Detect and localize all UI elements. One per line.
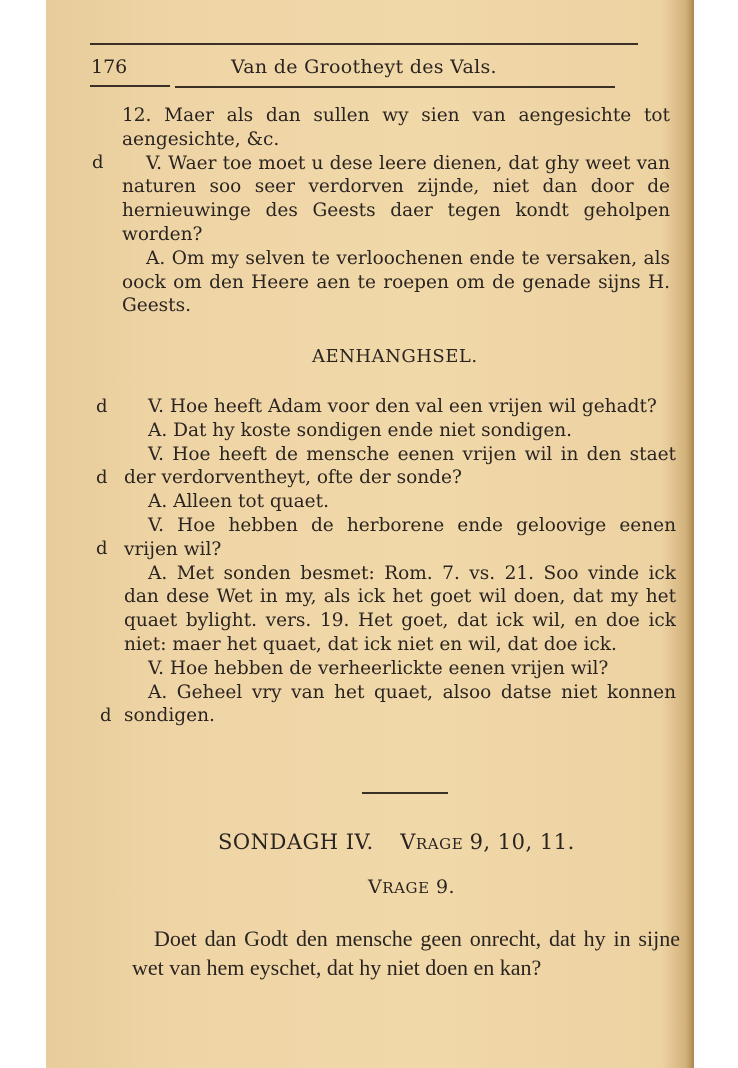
margin-marker: d	[92, 152, 104, 173]
paragraph-12: 12. Maer als dan sullen wy sien van aengesichte tot aengesichte, &c.	[122, 105, 670, 150]
aenhanghsel-heading: AENHANGHSEL.	[312, 346, 478, 367]
vrage9-heading	[368, 876, 455, 898]
question-text: V. Waer toe moet u dese leere dienen, dat ghy weet van naturen soo seer verdorven zijnde, niet dan door de hernieuwinge des Geests daer tegen kondt geholpen worden?	[122, 152, 670, 245]
header-rule-bottom-2	[175, 86, 615, 88]
margin-marker: d	[96, 538, 108, 559]
q3-question: V. Hoe hebben de herborene ende geloovige eenen vrijen wil?	[124, 514, 676, 560]
q1-question: V. Hoe heeft Adam voor den val een vrijen wil gehadt?	[148, 396, 657, 417]
q4-question: V. Hoe hebben de verheerlickte eenen vrijen wil?	[148, 657, 609, 679]
header-rule-bottom	[90, 85, 170, 87]
sondagh-vrage-initial: V	[400, 830, 416, 854]
vrage9-text: Doet dan Godt den mensche geen onrecht, dat hy in sijne wet van hem eyschet, dat hy niet doen en kan?	[132, 926, 680, 980]
answer-text: A. Om my selven te verloochenen ende te versaken, als oock om den Heere aen te roepen om de genade sijns H. Geests.	[122, 247, 670, 317]
running-title: Van de Grootheyt des Vals.	[231, 56, 497, 78]
q1-answer: A. Dat hy koste sondigen ende niet sondigen.	[148, 419, 573, 441]
margin-marker: d	[100, 705, 112, 726]
q4-answer: A. Geheel vry van het quaet, alsoo datse niet konnen sondigen.	[124, 681, 676, 727]
margin-marker: d	[96, 467, 108, 488]
page-number: 176	[91, 56, 128, 78]
q2-answer: A. Alleen tot quaet.	[148, 491, 329, 513]
section-1	[122, 104, 670, 318]
vrage9-number: 9.	[435, 876, 456, 898]
section-divider	[362, 792, 448, 794]
vrage9-body	[132, 924, 680, 982]
vrage9-rest: RAGE	[382, 879, 430, 897]
running-header	[46, 52, 694, 82]
q3-answer: A. Met sonden besmet: Rom. 7. vs. 21. Soo vinde ick dan dese Wet in my, als ick het goet wil doen, dat my het quaet bylight. vers. 19. Het goet, dat ick wil, en doe ick niet: maer het quaet, dat ick niet en wil, dat doe ick.	[124, 562, 676, 655]
vrage9-initial: V	[368, 876, 383, 898]
sondagh-vrage-numbers: 9, 10, 11.	[469, 830, 575, 854]
header-rule-top	[90, 43, 638, 45]
q2-question: V. Hoe heeft de mensche eenen vrijen wil in den staet der verdorventheyt, ofte der sonde?	[124, 443, 676, 489]
sondagh-heading	[218, 830, 575, 854]
margin-marker: d	[96, 396, 108, 417]
page-gutter-shadow	[686, 0, 694, 1068]
aenhanghsel-body	[124, 395, 676, 728]
sondagh-vrage-rest: RAGE	[415, 835, 464, 853]
sondagh-title: SONDAGH IV.	[218, 830, 374, 854]
